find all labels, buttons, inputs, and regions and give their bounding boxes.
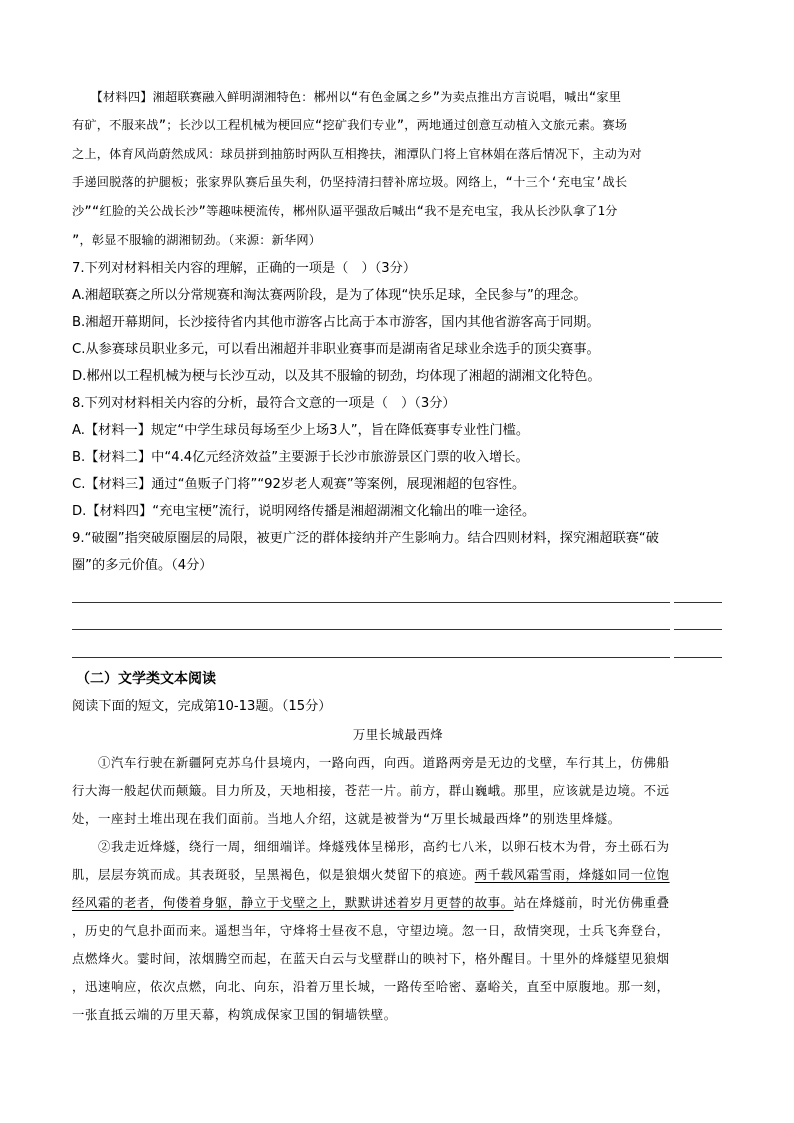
q7-stem: 7.下列对材料相关内容的理解，正确的一项是（ ）（3分） — [72, 261, 417, 276]
q9-stem-line-2: 圈”的多元价值。（4分） — [72, 558, 213, 573]
answer-line-1-tail — [674, 602, 722, 603]
material4-line-2: 有矿，不服来战”；长沙以工程机械为梗回应“挖矿我们专业”，两地通过创意互动植入文旅元素。赛场 — [72, 118, 628, 132]
q8-option-a: A.【材料一】规定“中学生球员每场至少上场3人”，旨在降低赛事专业性门槛。 — [72, 423, 530, 438]
q7-option-d: D.郴州以工程机械为梗与长沙互动，以及其不服输的韧劲，均体现了湘超的湖湘文化特色。 — [72, 369, 601, 384]
story-p2-line-4: ，历史的气息扑面而来。遥想当年，守烽将士昼夜不息，守望边境。忽一日，敌情突现，士兵飞奔登台， — [72, 923, 670, 938]
material4-line-4: 手递回脱落的护腿板；张家界队赛后虽失利，仍坚持清扫替补席垃圾。网络上，“十三个‘充电宝’战长 — [72, 175, 628, 189]
story-p2-line-2 — [72, 866, 670, 884]
answer-line-3[interactable] — [72, 657, 670, 658]
q7-option-c: C.从参赛球员职业多元，可以看出湘超并非职业赛事而是湖南省足球业余选手的顶尖赛事。 — [72, 342, 600, 357]
story-p1-line-2: 行大海一般起伏而颠簸。目力所及，天地相接，苍茫一片。前方，群山巍峨。那里，应该就是边境。不远 — [72, 783, 670, 798]
story-p2-line-3 — [72, 894, 670, 912]
answer-line-1[interactable] — [72, 602, 670, 603]
material4-line-3: 之上，体育风尚蔚然成风：球员拼到抽筋时两队互相搀扶，湘潭队门将上官林娟在落后情况下，主动为对 — [72, 147, 642, 161]
story-p2-line-6: ，迅速响应，依次点燃，向北、向东，沿着万里长城，一路传至哈密、嘉峪关，直至中原腹地。那一刻， — [72, 979, 670, 994]
story-p2-underlined-start: 两千载风霜雪雨，烽燧如同一位饱 — [474, 867, 670, 882]
answer-line-2-tail — [674, 629, 722, 630]
story-p2-underlined-end: 经风霜的老者，佝偻着身躯，静立于戈壁之上，默默讲述着岁月更替的故事。 — [72, 895, 514, 910]
story-p1-line-3: 处，一座封土堆出现在我们面前。当地人介绍，这就是被誉为“万里长城最西烽”的别迭里烽燧。 — [72, 811, 621, 826]
section-heading: （二）文学类文本阅读 — [76, 671, 216, 687]
q8-stem: 8.下列对材料相关内容的分析，最符合文意的一项是（ ）（3分） — [72, 396, 456, 411]
material4-line-5: 沙”“红脸的关公战长沙”等趣味梗流传，郴州队逼平强敌后喊出“我不是充电宝，我从长沙队拿了1分 — [72, 204, 618, 218]
story-p2-plain-continue: 站在烽燧前，时光仿佛重叠 — [513, 895, 670, 910]
q8-option-d: D.【材料四】“充电宝梗”流行，说明网络传播是湘超湖湘文化输出的唯一途径。 — [72, 504, 536, 519]
story-p1-line-1: ①汽车行驶在新疆阿克苏乌什县境内，一路向西，向西。道路两旁是无边的戈壁，车行其上，仿佛船 — [72, 755, 670, 770]
story-title: 万里长城最西烽 — [352, 727, 444, 742]
q7-option-b: B.湘超开幕期间，长沙接待省内其他市游客占比高于本市游客，国内其他省游客高于同期。 — [72, 315, 600, 330]
q8-option-c: C.【材料三】通过“鱼贩子门将”“92岁老人观赛”等案例，展现湘超的包容性。 — [72, 477, 526, 492]
story-p2-plain-text: 肌，层层夯筑而成。其表斑驳，呈黑褐色，似是狼烟火焚留下的痕迹。 — [72, 867, 475, 882]
material4-line-6: ”，彰显不服输的湖湘韧劲。（来源：新华网） — [72, 233, 322, 247]
material4-line-1: 【材料四】湘超联赛融入鲜明湖湘特色：郴州以“有色金属之乡”为卖点推出方言说唱，喊出“家里 — [72, 90, 622, 104]
story-p2-line-5: 点燃烽火。霎时间，浓烟腾空而起，在蓝天白云与戈壁群山的映衬下，格外醒目。十里外的烽燧望见狼烟 — [72, 951, 670, 966]
story-p2-line-1: ②我走近烽燧，绕行一周，细细端详。烽燧残体呈梯形，高约七八米，以卵石枝木为骨，夯土砾石为 — [72, 839, 670, 854]
q8-option-b: B.【材料二】中“4.4亿元经济效益”主要源于长沙市旅游景区门票的收入增长。 — [72, 450, 529, 465]
answer-line-2[interactable] — [72, 629, 670, 630]
section-instruction: 阅读下面的短文，完成第10-13题。（15分） — [72, 699, 332, 714]
q9-stem-line-1: 9.“破圈”指突破原圈层的局限，被更广泛的群体接纳并产生影响力。结合四则材料，探究湘超联赛“破 — [72, 531, 659, 546]
story-p2-line-7: 一张直抵云端的万里天幕，构筑成保家卫国的铜墙铁壁。 — [72, 1007, 397, 1022]
q7-option-a: A.湘超联赛之所以分常规赛和淘汰赛两阶段，是为了体现“快乐足球，全民参与”的理念。 — [72, 288, 587, 303]
answer-line-3-tail — [674, 657, 722, 658]
